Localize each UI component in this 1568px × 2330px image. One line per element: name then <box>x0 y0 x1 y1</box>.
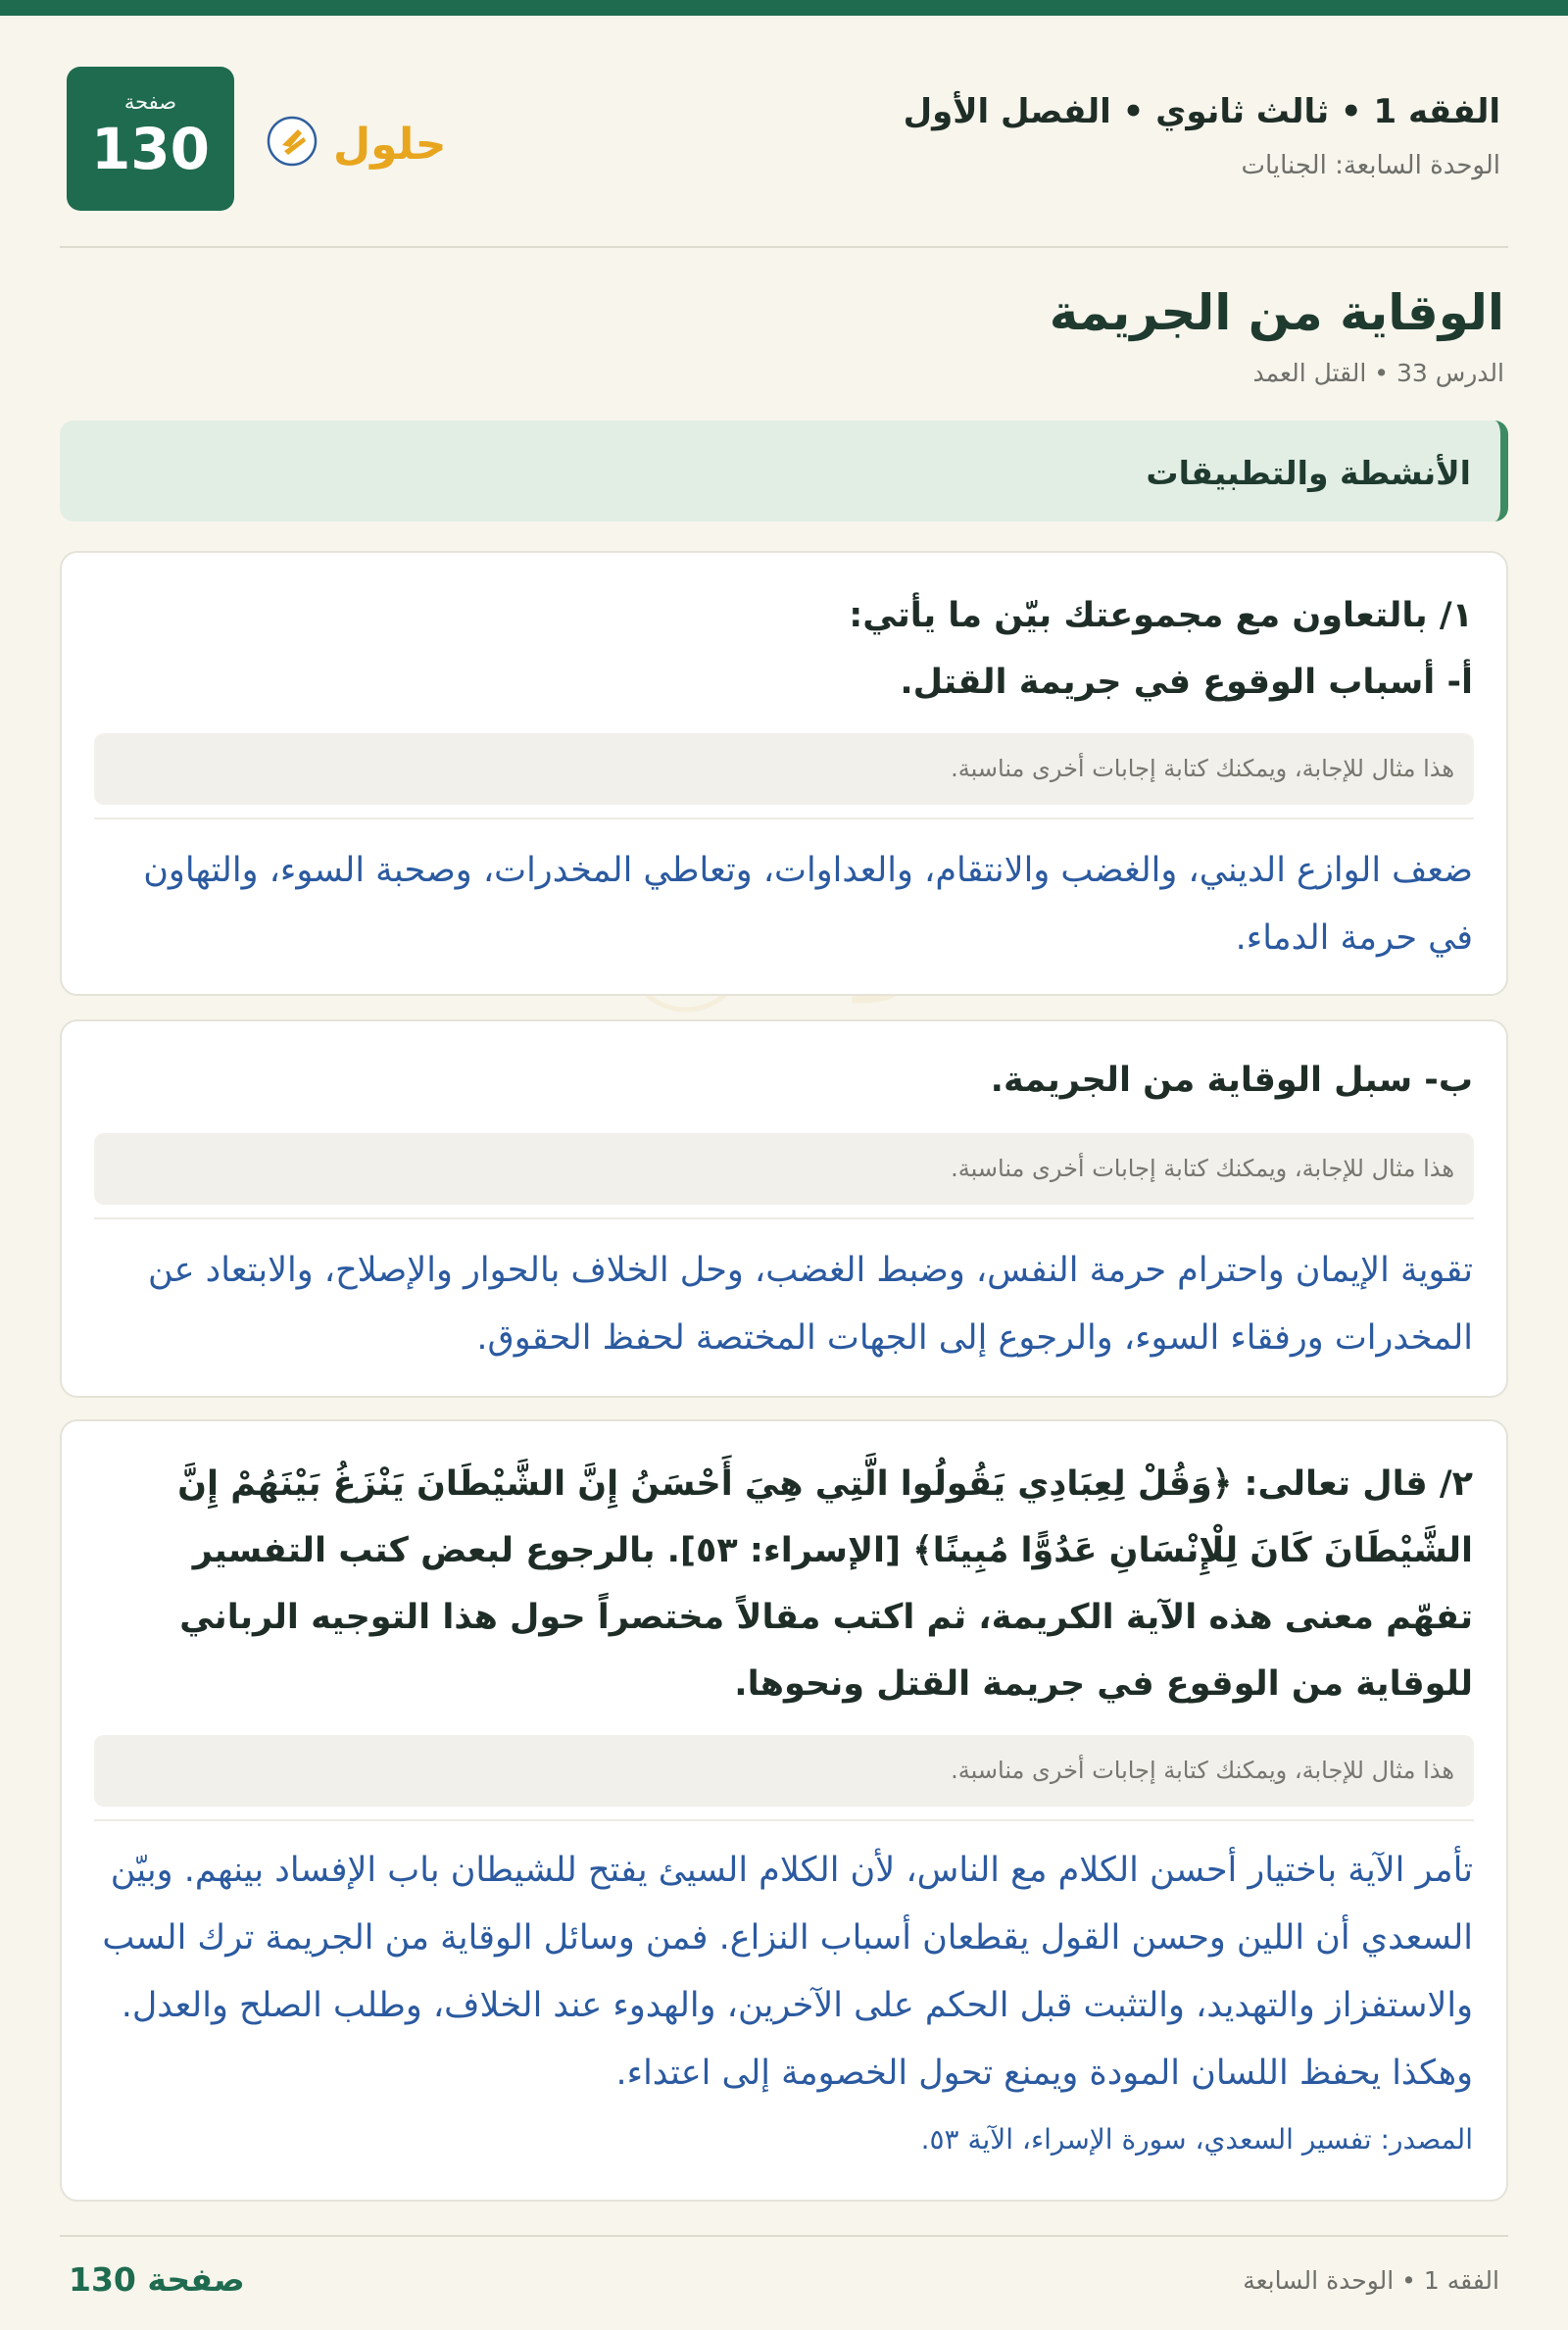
answer-hint: هذا مثال للإجابة، ويمكنك كتابة إجابات أخرى مناسبة. <box>94 1133 1474 1205</box>
hulul-logo <box>263 102 488 180</box>
answer-hint: هذا مثال للإجابة، ويمكنك كتابة إجابات أخرى مناسبة. <box>94 1735 1474 1807</box>
answer-text-1b: تقوية الإيمان واحترام حرمة النفس، وضبط الغضب، وحل الخلاف بالحوار والإصلاح، والابتعاد عن المخدرات ورفقاء السوء، والرجوع إلى الجهات المختصة لحفظ الحقوق. <box>147 1251 1473 1358</box>
top-accent-bar <box>0 0 1568 16</box>
unit-label: الوحدة السابعة: الجنايات <box>1241 151 1500 180</box>
question-2: ٢/ قال تعالى: ﴿وَقُلْ لِعِبَادِي يَقُولُوا الَّتِي هِيَ أَحْسَنُ إِنَّ الشَّيْطَانَ يَنْزَغُ بَيْنَهُمْ إِنَّ الشَّيْطَانَ كَانَ لِلْإِنْسَانِ عَدُوًّا مُبِينًا﴾ [الإسراء: ٥٣]. بالرجوع لبعض كتب التفسير تفهّم معنى هذه الآية الكريمة، ثم اكتب مقالاً مختصراً حول هذا التوجيه الرباني للوقاية من الوقوع في جريمة القتل ونحوها. <box>177 1464 1473 1704</box>
section-banner <box>60 421 1508 521</box>
page-badge-number: 130 <box>90 116 211 182</box>
answer-hint: هذا مثال للإجابة، ويمكنك كتابة إجابات أخرى مناسبة. <box>94 733 1474 805</box>
section-title: الأنشطة والتطبيقات <box>1146 454 1471 492</box>
footer-info: الفقه 1 • الوحدة السابعة <box>1243 2266 1499 2295</box>
subject-title: الفقه 1 • ثالث ثانوي • الفصل الأول <box>903 92 1500 131</box>
header-divider <box>60 246 1508 248</box>
footer-divider <box>60 2235 1508 2237</box>
answer-text-2: تأمر الآية باختيار أحسن الكلام مع الناس، لأن الكلام السيئ يفتح للشيطان باب الإفساد بينهم. وبيّن السعدي أن اللين وحسن القول يقطعان أسباب النزاع. فمن وسائل الوقاية من الجريمة ترك السب والاستفزاز والتهديد، والتثبت قبل الحكم على الآخرين، والهدوء عند الخلاف، وطلب الصلح والعدل. وهكذا يحفظ اللسان المودة ويمنع تحول الخصومة إلى اعتداء. <box>102 1851 1473 2093</box>
question-1a: أ- أسباب الوقوع في جريمة القتل. <box>900 663 1473 702</box>
activity-card-1a <box>60 551 1508 996</box>
hint-divider <box>94 1217 1474 1219</box>
activity-card-1b <box>60 1019 1508 1398</box>
footer-page-number: صفحة 130 <box>69 2260 245 2299</box>
activity-card-2 <box>60 1419 1508 2202</box>
answer-source: المصدر: تفسير السعدي، سورة الإسراء، الآية ٥٣. <box>920 2123 1473 2156</box>
page-badge-label: صفحة <box>123 90 177 114</box>
header-text <box>904 92 1500 180</box>
lesson-subtitle: الدرس 33 • القتل العمد <box>1252 359 1504 387</box>
hint-divider <box>94 818 1474 819</box>
page-header <box>60 65 1508 212</box>
question-1b: ب- سبل الوقاية من الجريمة. <box>990 1061 1473 1100</box>
logo-text: حلول <box>333 120 447 170</box>
lesson-title: الوقاية من الجريمة <box>1049 284 1504 341</box>
page-number-badge <box>67 67 234 211</box>
hint-divider <box>94 1819 1474 1821</box>
answer-text-1a: ضعف الوازع الديني، والغضب والانتقام، والعداوات، وتعاطي المخدرات، وصحبة السوء، والتهاون في حرمة الدماء. <box>143 851 1473 958</box>
question-1: ١/ بالتعاون مع مجموعتك بيّن ما يأتي: <box>849 596 1473 635</box>
